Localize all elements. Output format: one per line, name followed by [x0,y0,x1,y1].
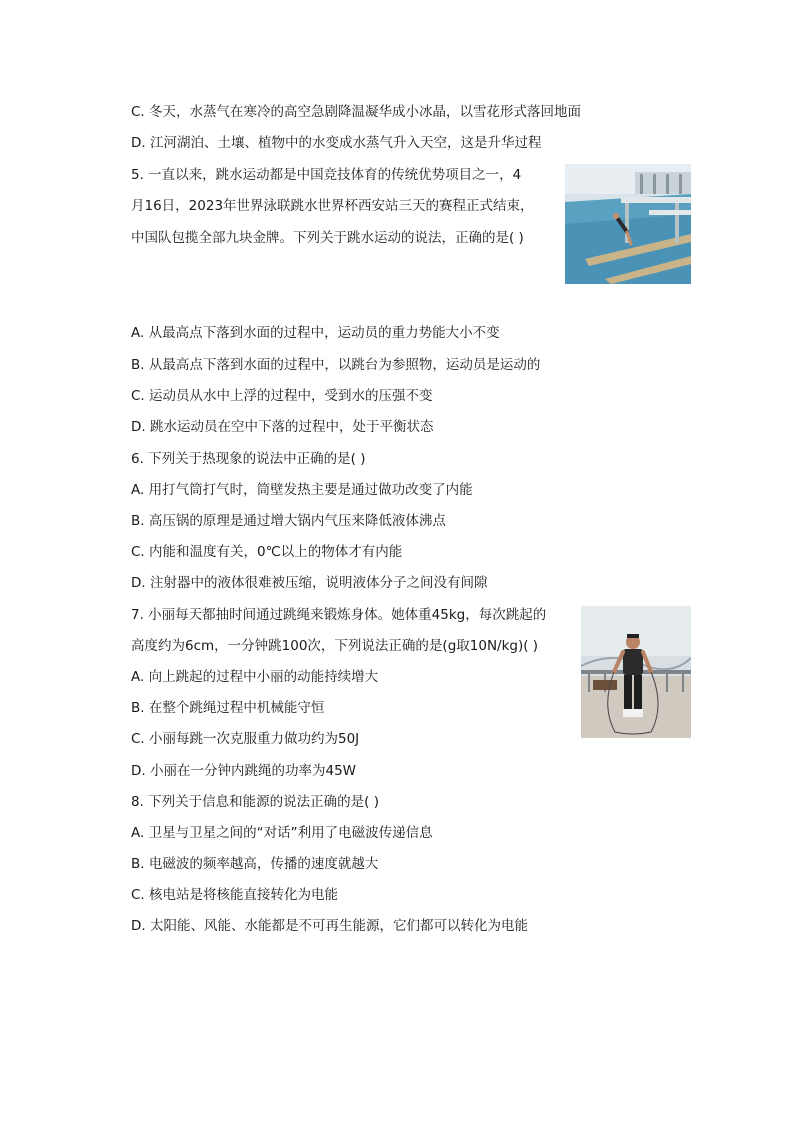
q5-option-a: A. 从最高点下落到水面的过程中，运动员的重力势能大小不变 [131,325,500,341]
q7-option-d: D. 小丽在一分钟内跳绳的功率为45W [131,763,357,779]
q8-option-b: B. 电磁波的频率越高，传播的速度就越大 [131,856,379,872]
q7-stem-line-2: 高度约为6cm，一分钟跳100次，下列说法正确的是(g取10N/kg)( ) [131,638,539,654]
q8-option-a: A. 卫星与卫星之间的“对话”利用了电磁波传递信息 [131,825,433,841]
q7-stem-line-1: 7. 小丽每天都抽时间通过跳绳来锻炼身体。她体重45kg，每次跳起的 [131,607,547,623]
jump-rope-photo [581,606,691,738]
q5-stem-line-1: 5. 一直以来，跳水运动都是中国竞技体育的传统优势项目之一，4 [131,167,522,183]
diving-photo [565,164,691,284]
q8-option-c: C. 核电站是将核能直接转化为电能 [131,887,339,903]
q8-option-d: D. 太阳能、风能、水能都是不可再生能源，它们都可以转化为电能 [131,918,528,934]
q5-stem-line-3: 中国队包揽全部九块金牌。下列关于跳水运动的说法，正确的是( ) [131,230,524,246]
q7-option-c: C. 小丽每跳一次克服重力做功约为50J [131,731,360,747]
q6-option-a: A. 用打气筒打气时，筒壁发热主要是通过做功改变了内能 [131,482,473,498]
q5-option-b: B. 从最高点下落到水面的过程中，以跳台为参照物，运动员是运动的 [131,357,541,373]
q6-option-d: D. 注射器中的液体很难被压缩，说明液体分子之间没有间隙 [131,575,488,591]
q6-option-b: B. 高压锅的原理是通过增大锅内气压来降低液体沸点 [131,513,446,529]
q6-stem: 6. 下列关于热现象的说法中正确的是( ) [131,451,366,467]
q7-option-a: A. 向上跳起的过程中小丽的动能持续增大 [131,669,379,685]
q4-option-c: C. 冬天，水蒸气在寒冷的高空急剧降温凝华成小冰晶，以雪花形式落回地面 [131,104,582,120]
q8-stem: 8. 下列关于信息和能源的说法正确的是( ) [131,794,379,810]
q5-stem-line-2: 月16日，2023年世界泳联跳水世界杯西安站三天的赛程正式结束， [131,198,534,214]
q6-option-c: C. 内能和温度有关，0℃以上的物体才有内能 [131,544,403,560]
q7-option-b: B. 在整个跳绳过程中机械能守恒 [131,700,325,716]
q5-option-c: C. 运动员从水中上浮的过程中，受到水的压强不变 [131,388,433,404]
q4-option-d: D. 江河湖泊、土壤、植物中的水变成水蒸气升入天空，这是升华过程 [131,135,542,151]
q5-option-d: D. 跳水运动员在空中下落的过程中，处于平衡状态 [131,419,434,435]
